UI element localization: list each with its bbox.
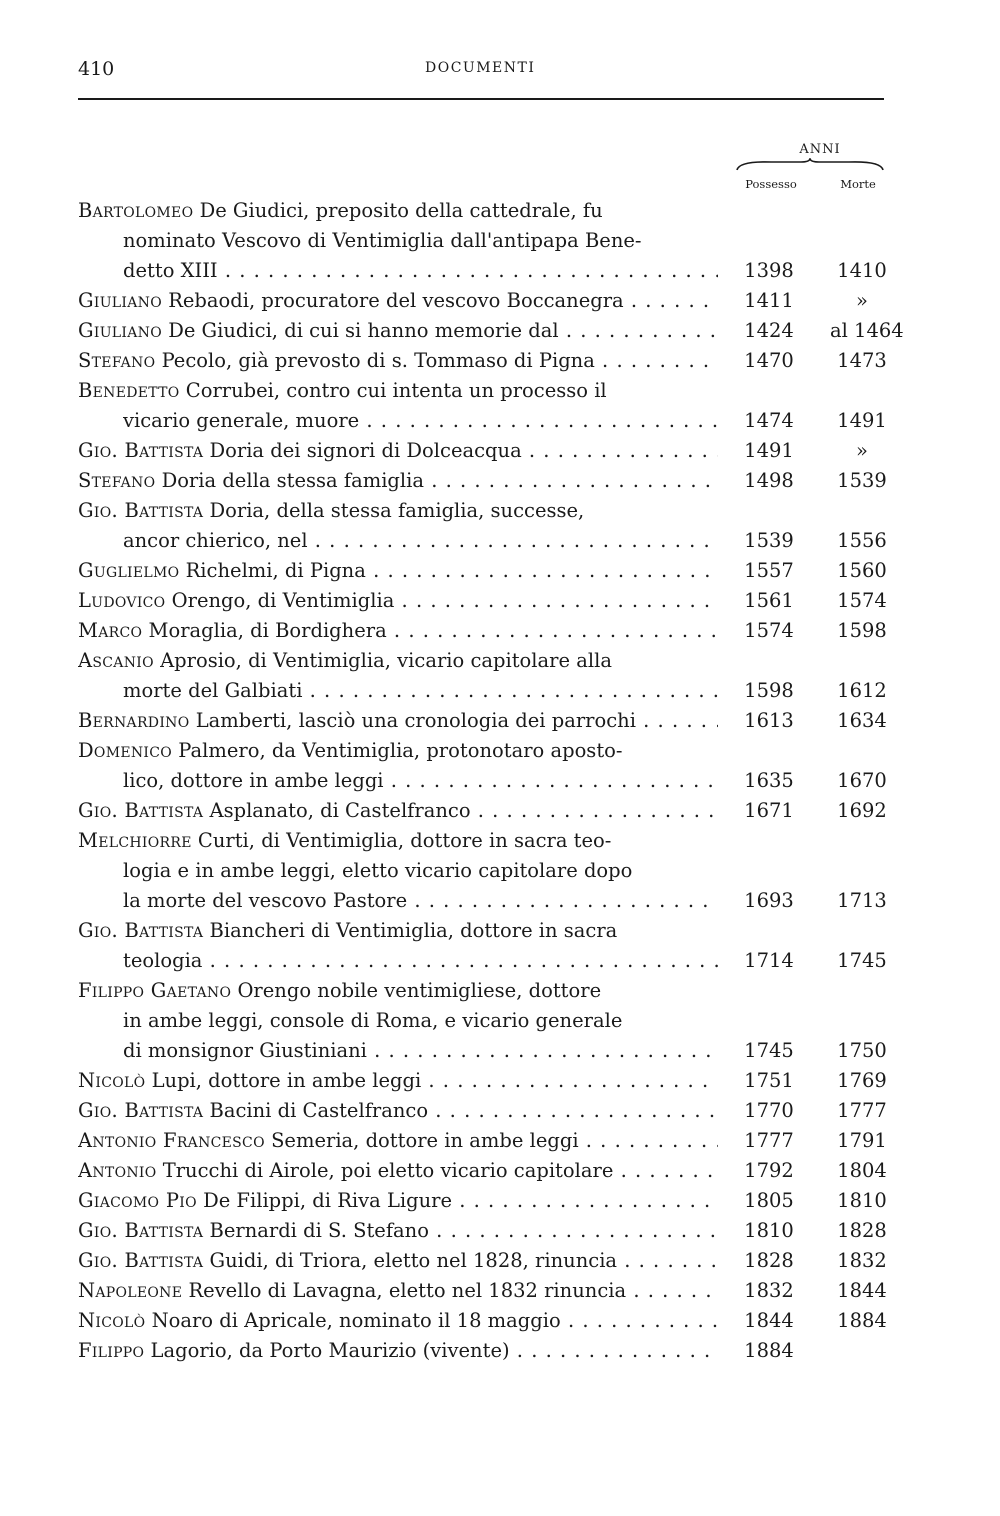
page-number: 410 [78, 58, 115, 80]
entry [78, 1156, 898, 1186]
entry [78, 586, 898, 616]
year-morte: » [856, 289, 868, 312]
entry [78, 346, 898, 376]
entry-description: Bacini di Castelfranco [209, 1099, 429, 1122]
entry-line [78, 1306, 898, 1336]
entry-text [78, 1066, 718, 1096]
entry-name: Bartolomeo [78, 199, 194, 222]
entry-name: Marco [78, 619, 143, 642]
entry-text [78, 466, 718, 496]
entry-line [78, 556, 898, 586]
year-morte: 1791 [837, 1129, 887, 1152]
entry-description: Lupi, dottore in ambe leggi [151, 1069, 422, 1092]
year-possesso: 1470 [744, 349, 794, 372]
entry-name: Gio. Battista [78, 919, 204, 942]
entry-text [78, 196, 718, 226]
entry-line [78, 226, 898, 256]
entry-line [78, 1036, 898, 1066]
entry-line [78, 406, 898, 436]
entry-description: lico, dottore in ambe leggi [123, 769, 384, 792]
entry-text [78, 796, 718, 826]
entry-description: Doria della stessa famiglia [161, 469, 425, 492]
entry [78, 826, 898, 916]
entry-line [78, 1156, 898, 1186]
entry-name: Ludovico [78, 589, 166, 612]
entry [78, 976, 898, 1066]
entry-text [78, 346, 718, 376]
entry-text [123, 676, 718, 706]
entry-text [123, 406, 718, 436]
year-possesso: 1832 [744, 1279, 794, 1302]
entry [78, 736, 898, 796]
entry-name: Antonio Francesco [78, 1129, 265, 1152]
entry-description: Aprosio, di Ventimiglia, vicario capitolare alla [160, 649, 612, 672]
year-morte: 1560 [837, 559, 887, 582]
entry-line [78, 1066, 898, 1096]
running-title: DOCUMENTI [425, 60, 536, 76]
entry-description: ancor chierico, nel [123, 529, 308, 552]
year-morte: 1804 [837, 1159, 887, 1182]
entry [78, 616, 898, 646]
entry-name: Giuliano [78, 289, 162, 312]
year-possesso: 1693 [744, 889, 794, 912]
entry-name: Napoleone [78, 1279, 183, 1302]
entry-name: Guglielmo [78, 559, 180, 582]
entry-description: De Giudici, preposito della cattedrale, fu [199, 199, 603, 222]
entry-description: detto XIII [123, 259, 218, 282]
entry-line [78, 976, 898, 1006]
year-morte: al 1464 [830, 319, 904, 342]
entry-name: Bernardino [78, 709, 190, 732]
entry-name: Stefano [78, 469, 156, 492]
anni-brace [735, 158, 885, 172]
year-possesso: 1792 [744, 1159, 794, 1182]
entry-text [123, 256, 718, 286]
year-morte: 1750 [837, 1039, 887, 1062]
year-possesso: 1561 [744, 589, 794, 612]
entry-text [78, 1246, 718, 1276]
entry [78, 1246, 898, 1276]
entry-text [78, 586, 718, 616]
year-possesso: 1411 [744, 289, 794, 312]
year-morte: 1612 [837, 679, 887, 702]
entry-name: Gio. Battista [78, 799, 204, 822]
year-morte: 1539 [837, 469, 887, 492]
entry-line [78, 796, 898, 826]
year-possesso: 1828 [744, 1249, 794, 1272]
year-possesso: 1491 [744, 439, 794, 462]
entry-line [78, 676, 898, 706]
entry [78, 466, 898, 496]
entry-description: Curti, di Ventimiglia, dottore in sacra teo- [197, 829, 612, 852]
entry-text [123, 526, 718, 556]
entry-description: nominato Vescovo di Ventimiglia dall'antipapa Bene- [123, 229, 642, 252]
entry [78, 1216, 898, 1246]
entry [78, 376, 898, 436]
entry-text [78, 1126, 718, 1156]
entry-line [78, 1246, 898, 1276]
entry [78, 1336, 898, 1366]
year-possesso: 1539 [744, 529, 794, 552]
entry-line [78, 526, 898, 556]
entry-text [123, 766, 718, 796]
entry-name: Melchiorre [78, 829, 192, 852]
entry-text [78, 1096, 718, 1126]
year-morte: 1598 [837, 619, 887, 642]
entry [78, 1306, 898, 1336]
entry-description: Rebaodi, procuratore del vescovo Boccanegra [168, 289, 624, 312]
entry [78, 1186, 898, 1216]
entry-line [78, 616, 898, 646]
entry-line [78, 1096, 898, 1126]
entry-text [78, 286, 718, 316]
entry-line [78, 886, 898, 916]
entry-line [78, 316, 904, 346]
entry [78, 646, 898, 706]
year-possesso: 1613 [744, 709, 794, 732]
year-possesso: 1805 [744, 1189, 794, 1212]
year-possesso: 1714 [744, 949, 794, 972]
entry-description: Lamberti, lasciò una cronologia dei parrochi [195, 709, 636, 732]
entry-line [78, 376, 898, 406]
year-possesso: 1498 [744, 469, 794, 492]
entry-name: Antonio [78, 1159, 157, 1182]
year-morte: » [856, 439, 868, 462]
entry-text [78, 616, 718, 646]
year-possesso: 1398 [744, 259, 794, 282]
entry-line [78, 646, 898, 676]
entry-description: Biancheri di Ventimiglia, dottore in sacra [209, 919, 618, 942]
entry [78, 1126, 898, 1156]
year-morte: 1884 [837, 1309, 887, 1332]
entry-line [78, 466, 898, 496]
entry-description: Lagorio, da Porto Maurizio (vivente) [150, 1339, 510, 1362]
entry-line [78, 436, 898, 466]
year-morte: 1491 [837, 409, 887, 432]
column-group-anni: ANNI [799, 142, 841, 157]
entry-name: Filippo [78, 1339, 145, 1362]
entry [78, 436, 898, 466]
entry-name: Stefano [78, 349, 156, 372]
entry-text [123, 856, 718, 886]
entries-list [78, 196, 904, 1366]
entry-description: Orengo nobile ventimigliese, dottore [237, 979, 602, 1002]
year-morte: 1713 [837, 889, 887, 912]
entry [78, 316, 904, 346]
year-morte: 1832 [837, 1249, 887, 1272]
entry-line [78, 856, 898, 886]
entry-description: Asplanato, di Castelfranco [209, 799, 471, 822]
entry-text [78, 976, 718, 1006]
entry-name: Gio. Battista [78, 1249, 204, 1272]
year-possesso: 1777 [744, 1129, 794, 1152]
entry-text [78, 1156, 718, 1186]
year-possesso: 1810 [744, 1219, 794, 1242]
year-morte: 1410 [837, 259, 887, 282]
entry-name: Gio. Battista [78, 1099, 204, 1122]
year-morte: 1574 [837, 589, 887, 612]
year-possesso: 1557 [744, 559, 794, 582]
entry-line [78, 1216, 898, 1246]
year-morte: 1556 [837, 529, 887, 552]
year-possesso: 1671 [744, 799, 794, 822]
year-possesso: 1635 [744, 769, 794, 792]
entry [78, 1096, 898, 1126]
entry-line [78, 706, 898, 736]
entry [78, 916, 898, 976]
entry [78, 286, 898, 316]
entry-description: De Giudici, di cui si hanno memorie dal [168, 319, 559, 342]
entry-text [78, 1186, 718, 1216]
entry-description: Orengo, di Ventimiglia [171, 589, 395, 612]
entry [78, 706, 898, 736]
entry-description: Corrubei, contro cui intenta un processo il [185, 379, 607, 402]
entry-text [78, 556, 718, 586]
entry-text [78, 916, 718, 946]
entry [78, 1066, 898, 1096]
entry-name: Nicolò [78, 1069, 146, 1092]
entry-name: Nicolò [78, 1309, 146, 1332]
entry-description: vicario generale, muore [123, 409, 360, 432]
entry-text [78, 1276, 718, 1306]
column-header-morte: Morte [840, 177, 876, 191]
entry-description: Doria dei signori di Dolceacqua [209, 439, 522, 462]
entry-name: Domenico [78, 739, 173, 762]
entry-description: Semeria, dottore in ambe leggi [271, 1129, 579, 1152]
entry-line [78, 1126, 898, 1156]
entry-name: Giuliano [78, 319, 162, 342]
header-rule [78, 98, 884, 100]
page-header [78, 58, 884, 88]
entry-text [123, 1036, 718, 1066]
entry-description: Palmero, da Ventimiglia, protonotaro aposto- [178, 739, 623, 762]
entry-description: Bernardi di S. Stefano [209, 1219, 429, 1242]
entry-description: di monsignor Giustiniani [123, 1039, 367, 1062]
entry-text [78, 1336, 718, 1366]
entry-text [78, 436, 718, 466]
entry [78, 556, 898, 586]
entry-line [78, 1276, 898, 1306]
entry-description: Doria, della stessa famiglia, successe, [209, 499, 585, 522]
entry-line [78, 826, 898, 856]
entry-name: Benedetto [78, 379, 180, 402]
entry-text [78, 826, 718, 856]
entry-line [78, 256, 898, 286]
entry-text [78, 316, 718, 346]
entry-line [78, 346, 898, 376]
entry [78, 496, 898, 556]
entry-text [78, 376, 718, 406]
entry-description: logia e in ambe leggi, eletto vicario capitolare dopo [123, 859, 633, 882]
entry-line [78, 1006, 898, 1036]
entry-description: Moraglia, di Bordighera [148, 619, 387, 642]
entry-description: Trucchi di Airole, poi eletto vicario capitolare [162, 1159, 614, 1182]
entry-text [78, 1306, 718, 1336]
entry-line [78, 286, 898, 316]
year-possesso: 1574 [744, 619, 794, 642]
year-morte: 1844 [837, 1279, 887, 1302]
year-morte: 1828 [837, 1219, 887, 1242]
entry-name: Filippo Gaetano [78, 979, 232, 1002]
year-possesso: 1844 [744, 1309, 794, 1332]
entry [78, 796, 898, 826]
entry-line [78, 766, 898, 796]
entry-description: Pecolo, già prevosto di s. Tommaso di Pigna [161, 349, 595, 372]
year-morte: 1473 [837, 349, 887, 372]
entry-line [78, 946, 898, 976]
entry-description: Revello di Lavagna, eletto nel 1832 rinuncia [188, 1279, 627, 1302]
entry [78, 1276, 898, 1306]
year-possesso: 1770 [744, 1099, 794, 1122]
entry-name: Gio. Battista [78, 439, 204, 462]
year-morte: 1769 [837, 1069, 887, 1092]
entry-description: Noaro di Apricale, nominato il 18 maggio [151, 1309, 561, 1332]
year-possesso: 1745 [744, 1039, 794, 1062]
entry-line [78, 586, 898, 616]
entry-description: Richelmi, di Pigna [185, 559, 366, 582]
entry-line [78, 916, 898, 946]
year-morte: 1634 [837, 709, 887, 732]
entry-text [78, 1216, 718, 1246]
entry-text [123, 886, 718, 916]
year-possesso: 1751 [744, 1069, 794, 1092]
entry-text [78, 496, 718, 526]
entry-description: Guidi, di Triora, eletto nel 1828, rinuncia [209, 1249, 618, 1272]
year-morte: 1692 [837, 799, 887, 822]
entry-name: Ascanio [78, 649, 154, 672]
entry-text [123, 946, 718, 976]
entry-description: morte del Galbiati [123, 679, 303, 702]
year-possesso: 1598 [744, 679, 794, 702]
entry-text [78, 736, 718, 766]
entry-text [123, 1006, 718, 1036]
year-possesso: 1474 [744, 409, 794, 432]
entry-line [78, 196, 898, 226]
entry-description: in ambe leggi, console di Roma, e vicario generale [123, 1009, 623, 1032]
year-possesso: 1884 [744, 1339, 794, 1362]
entry-description: De Filippi, di Riva Ligure [203, 1189, 453, 1212]
year-morte: 1670 [837, 769, 887, 792]
entry-text [78, 706, 718, 736]
entry-name: Gio. Battista [78, 499, 204, 522]
entry-name: Giacomo Pio [78, 1189, 197, 1212]
entry-text [78, 646, 718, 676]
entry-description: la morte del vescovo Pastore [123, 889, 408, 912]
entry-name: Gio. Battista [78, 1219, 204, 1242]
entry-description: teologia [123, 949, 203, 972]
column-header-possesso: Possesso [745, 177, 797, 191]
entry-line [78, 496, 898, 526]
year-morte: 1810 [837, 1189, 887, 1212]
year-morte: 1777 [837, 1099, 887, 1122]
entry-line [78, 1186, 898, 1216]
entry-text [123, 226, 718, 256]
year-possesso: 1424 [744, 319, 794, 342]
year-morte: 1745 [837, 949, 887, 972]
entry-line [78, 736, 898, 766]
entry [78, 196, 898, 286]
entry-line [78, 1336, 898, 1366]
